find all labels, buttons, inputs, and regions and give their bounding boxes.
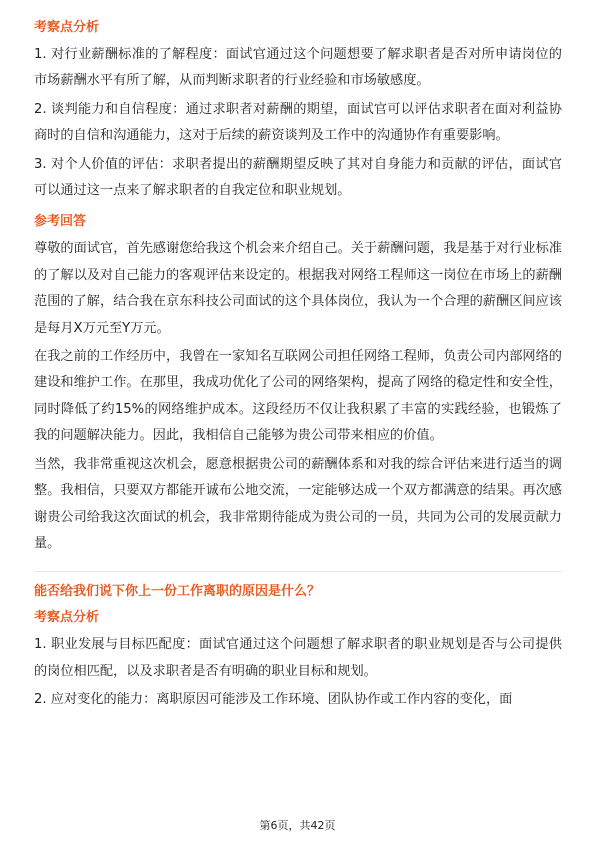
page-content xyxy=(34,18,562,716)
section-divider xyxy=(34,571,562,572)
answer-paragraph-1: 尊敬的面试官，首先感谢您给我这个机会来介绍自己。关于薪酬问题，我是基于对行业标准的了解以及对自己能力的客观评估来设定的。根据我对网络工程师这一岗位在市场上的薪酬范围的了解，结合我在京东科技公司面试的这个具体岗位，我认为一个合理的薪酬区间应该是每月X万元至Y万元。 xyxy=(34,241,562,336)
analysis-item-1: 1. 对行业薪酬标准的了解程度：面试官通过这个问题想要了解求职者是否对所申请岗位的市场薪酬水平有所了解，从而判断求职者的行业经验和市场敏感度。 xyxy=(34,47,562,89)
answer-paragraph-2: 在我之前的工作经历中，我曾在一家知名互联网公司担任网络工程师，负责公司内部网络的建设和维护工作。在那里，我成功优化了公司的网络架构，提高了网络的稳定性和安全性，同时降低了约15%的网络维护成本。这段经历不仅让我积累了丰富的实践经验，也锻炼了我的问题解决能力。因此，我相信自己能够为贵公司带来相应的价值。 xyxy=(34,349,562,444)
analysis2-item-1: 1. 职业发展与目标匹配度：面试官通过这个问题想了解求职者的职业规划是否与公司提供的岗位相匹配，以及求职者是否有明确的职业目标和规划。 xyxy=(34,637,562,679)
analysis-heading-2: 考察点分析 xyxy=(34,610,100,626)
page-number: 第6页，共42页 xyxy=(259,819,336,832)
analysis-item-2: 2. 谈判能力和自信程度：通过求职者对薪酬的期望，面试官可以评估求职者在面对利益协商时的自信和沟通能力，这对于后续的薪资谈判及工作中的沟通协作有重要影响。 xyxy=(34,101,562,144)
reference-answer-heading: 参考回答 xyxy=(34,214,87,230)
answer-paragraph-3: 当然，我非常重视这次机会，愿意根据贵公司的薪酬体系和对我的综合评估来进行适当的调整。我相信，只要双方都能开诚布公地交流，一定能够达成一个双方都满意的结果。再次感谢贵公司给我这次面试的机会，我非常期待能成为贵公司的一员，共同为公司的发展贡献力量。 xyxy=(34,456,562,551)
analysis2-item-2: 2. 应对变化的能力：离职原因可能涉及工作环境、团队协作或工作内容的变化，面 xyxy=(34,692,513,708)
analysis-item-3: 3. 对个人价值的评估：求职者提出的薪酬期望反映了其对自身能力和贡献的评估，面试官可以通过这一点来了解求职者的自我定位和职业规划。 xyxy=(34,156,562,199)
question-heading: 能否给我们说下你上一份工作离职的原因是什么？ xyxy=(34,584,321,600)
analysis-heading: 考察点分析 xyxy=(34,20,100,35)
